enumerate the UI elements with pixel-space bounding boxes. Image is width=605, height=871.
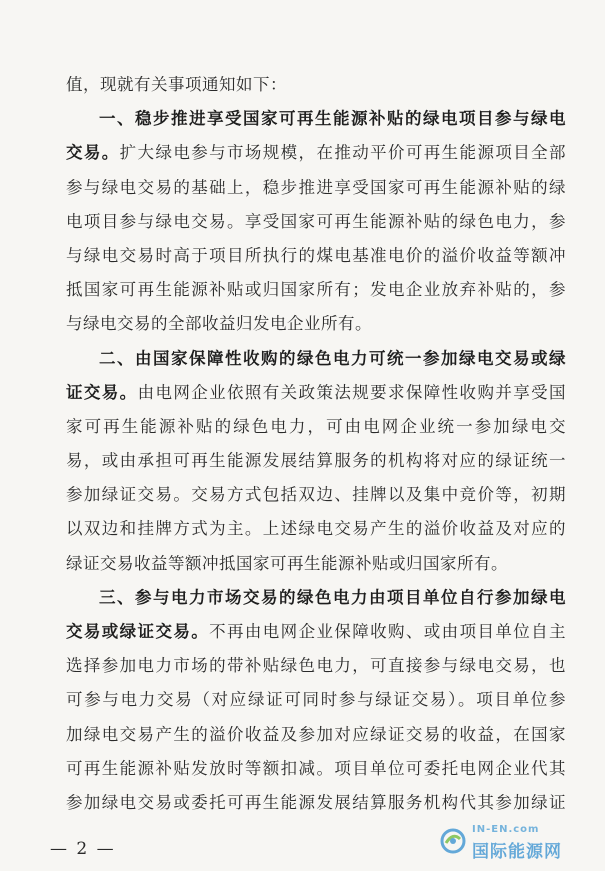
paragraph-line [66, 307, 566, 341]
body-text: 可参与电力交易（对应绿证可同时参与绿证交易）。项目单位参 [66, 690, 566, 710]
bold-heading-text: 交易。 [66, 143, 120, 163]
bold-heading-text: 交易或绿证交易。 [66, 622, 210, 641]
paragraph-line [66, 136, 566, 170]
paragraph-line [66, 752, 566, 786]
paragraph-heading-line [66, 581, 566, 615]
paragraph-line [66, 615, 566, 649]
body-text: 参与绿电交易的基础上，稳步推进享受国家可再生能源补贴的绿 [66, 177, 566, 197]
body-text: 加绿电交易产生的溢价收益及参加对应绿证交易的收益，在国家 [66, 724, 566, 744]
paragraph-line [66, 649, 566, 683]
body-text: 参加绿证交易。交易方式包括双边、挂牌以及集中竞价等，初期 [66, 485, 566, 505]
page-number: — 2 — [50, 839, 116, 859]
body-text: 以双边和挂牌方式为主。上述绿电交易产生的溢价收益及对应的 [66, 519, 566, 539]
paragraph-heading-line [66, 102, 566, 136]
body-text: 与绿电交易时高于项目所执行的煤电基准电价的溢价收益等额冲 [66, 245, 566, 265]
bold-heading-text: 一、稳步推进享受国家可再生能源补贴的绿电项目参与绿电 [99, 109, 566, 129]
body-text: 扩大绿电参与市场规模，在推动平价可再生能源项目全部 [119, 143, 566, 163]
paragraph-line [66, 205, 566, 239]
watermark-name: 国际能源网 [472, 842, 562, 862]
watermark [440, 820, 600, 866]
paragraph-line [66, 68, 566, 102]
paragraph-line [66, 512, 566, 546]
body-text: 与绿电交易的全部收益归发电企业所有。 [66, 314, 372, 334]
paragraph-line [66, 273, 566, 307]
paragraph-line [66, 239, 566, 273]
energy-logo-icon [440, 828, 466, 854]
body-text: 抵国家可再生能源补贴或归国家所有；发电企业放弃补贴的，参 [66, 280, 566, 300]
paragraph-line [66, 718, 566, 752]
body-text: 易，或由承担可再生能源发展结算服务的机构将对应的绿证统一 [66, 451, 566, 471]
body-text: 值，现就有关事项通知如下： [66, 75, 287, 94]
bold-heading-text: 三、参与电力市场交易的绿色电力由项目单位自行参加绿电 [99, 587, 566, 607]
paragraph-line [66, 547, 566, 581]
body-text: 绿证交易收益等额冲抵国家可再生能源补贴或归国家所有。 [66, 553, 508, 573]
bold-heading-text: 证交易。 [66, 382, 138, 402]
paragraph-line [66, 410, 566, 444]
document-body [66, 68, 566, 820]
body-text: 可再生能源补贴发放时等额扣减。项目单位可委托电网企业代其 [66, 758, 566, 778]
paragraph-line [66, 683, 566, 717]
body-text: 由电网企业依照有关政策法规要求保障性收购并享受国 [137, 382, 566, 402]
paragraph-line [66, 478, 566, 512]
paragraph-line [66, 444, 566, 478]
body-text: 家可再生能源补贴的绿色电力，可由电网企业统一参加绿电交 [66, 416, 566, 436]
watermark-url: IN-EN.com [472, 824, 540, 835]
bold-heading-text: 二、由国家保障性收购的绿色电力可统一参加绿电交易或绿 [99, 348, 566, 368]
paragraph-line [66, 171, 566, 205]
paragraph-line [66, 376, 566, 410]
body-text: 选择参加电力市场的带补贴绿色电力，可直接参与绿电交易，也 [66, 656, 566, 676]
paragraph-line [66, 786, 566, 820]
body-text: 不再由电网企业保障收购、或由项目单位自主 [209, 622, 566, 641]
paragraph-heading-line [66, 342, 566, 376]
body-text: 参加绿电交易或委托可再生能源发展结算服务机构代其参加绿证 [66, 792, 566, 812]
body-text: 电项目参与绿电交易。享受国家可再生能源补贴的绿色电力，参 [66, 211, 566, 231]
